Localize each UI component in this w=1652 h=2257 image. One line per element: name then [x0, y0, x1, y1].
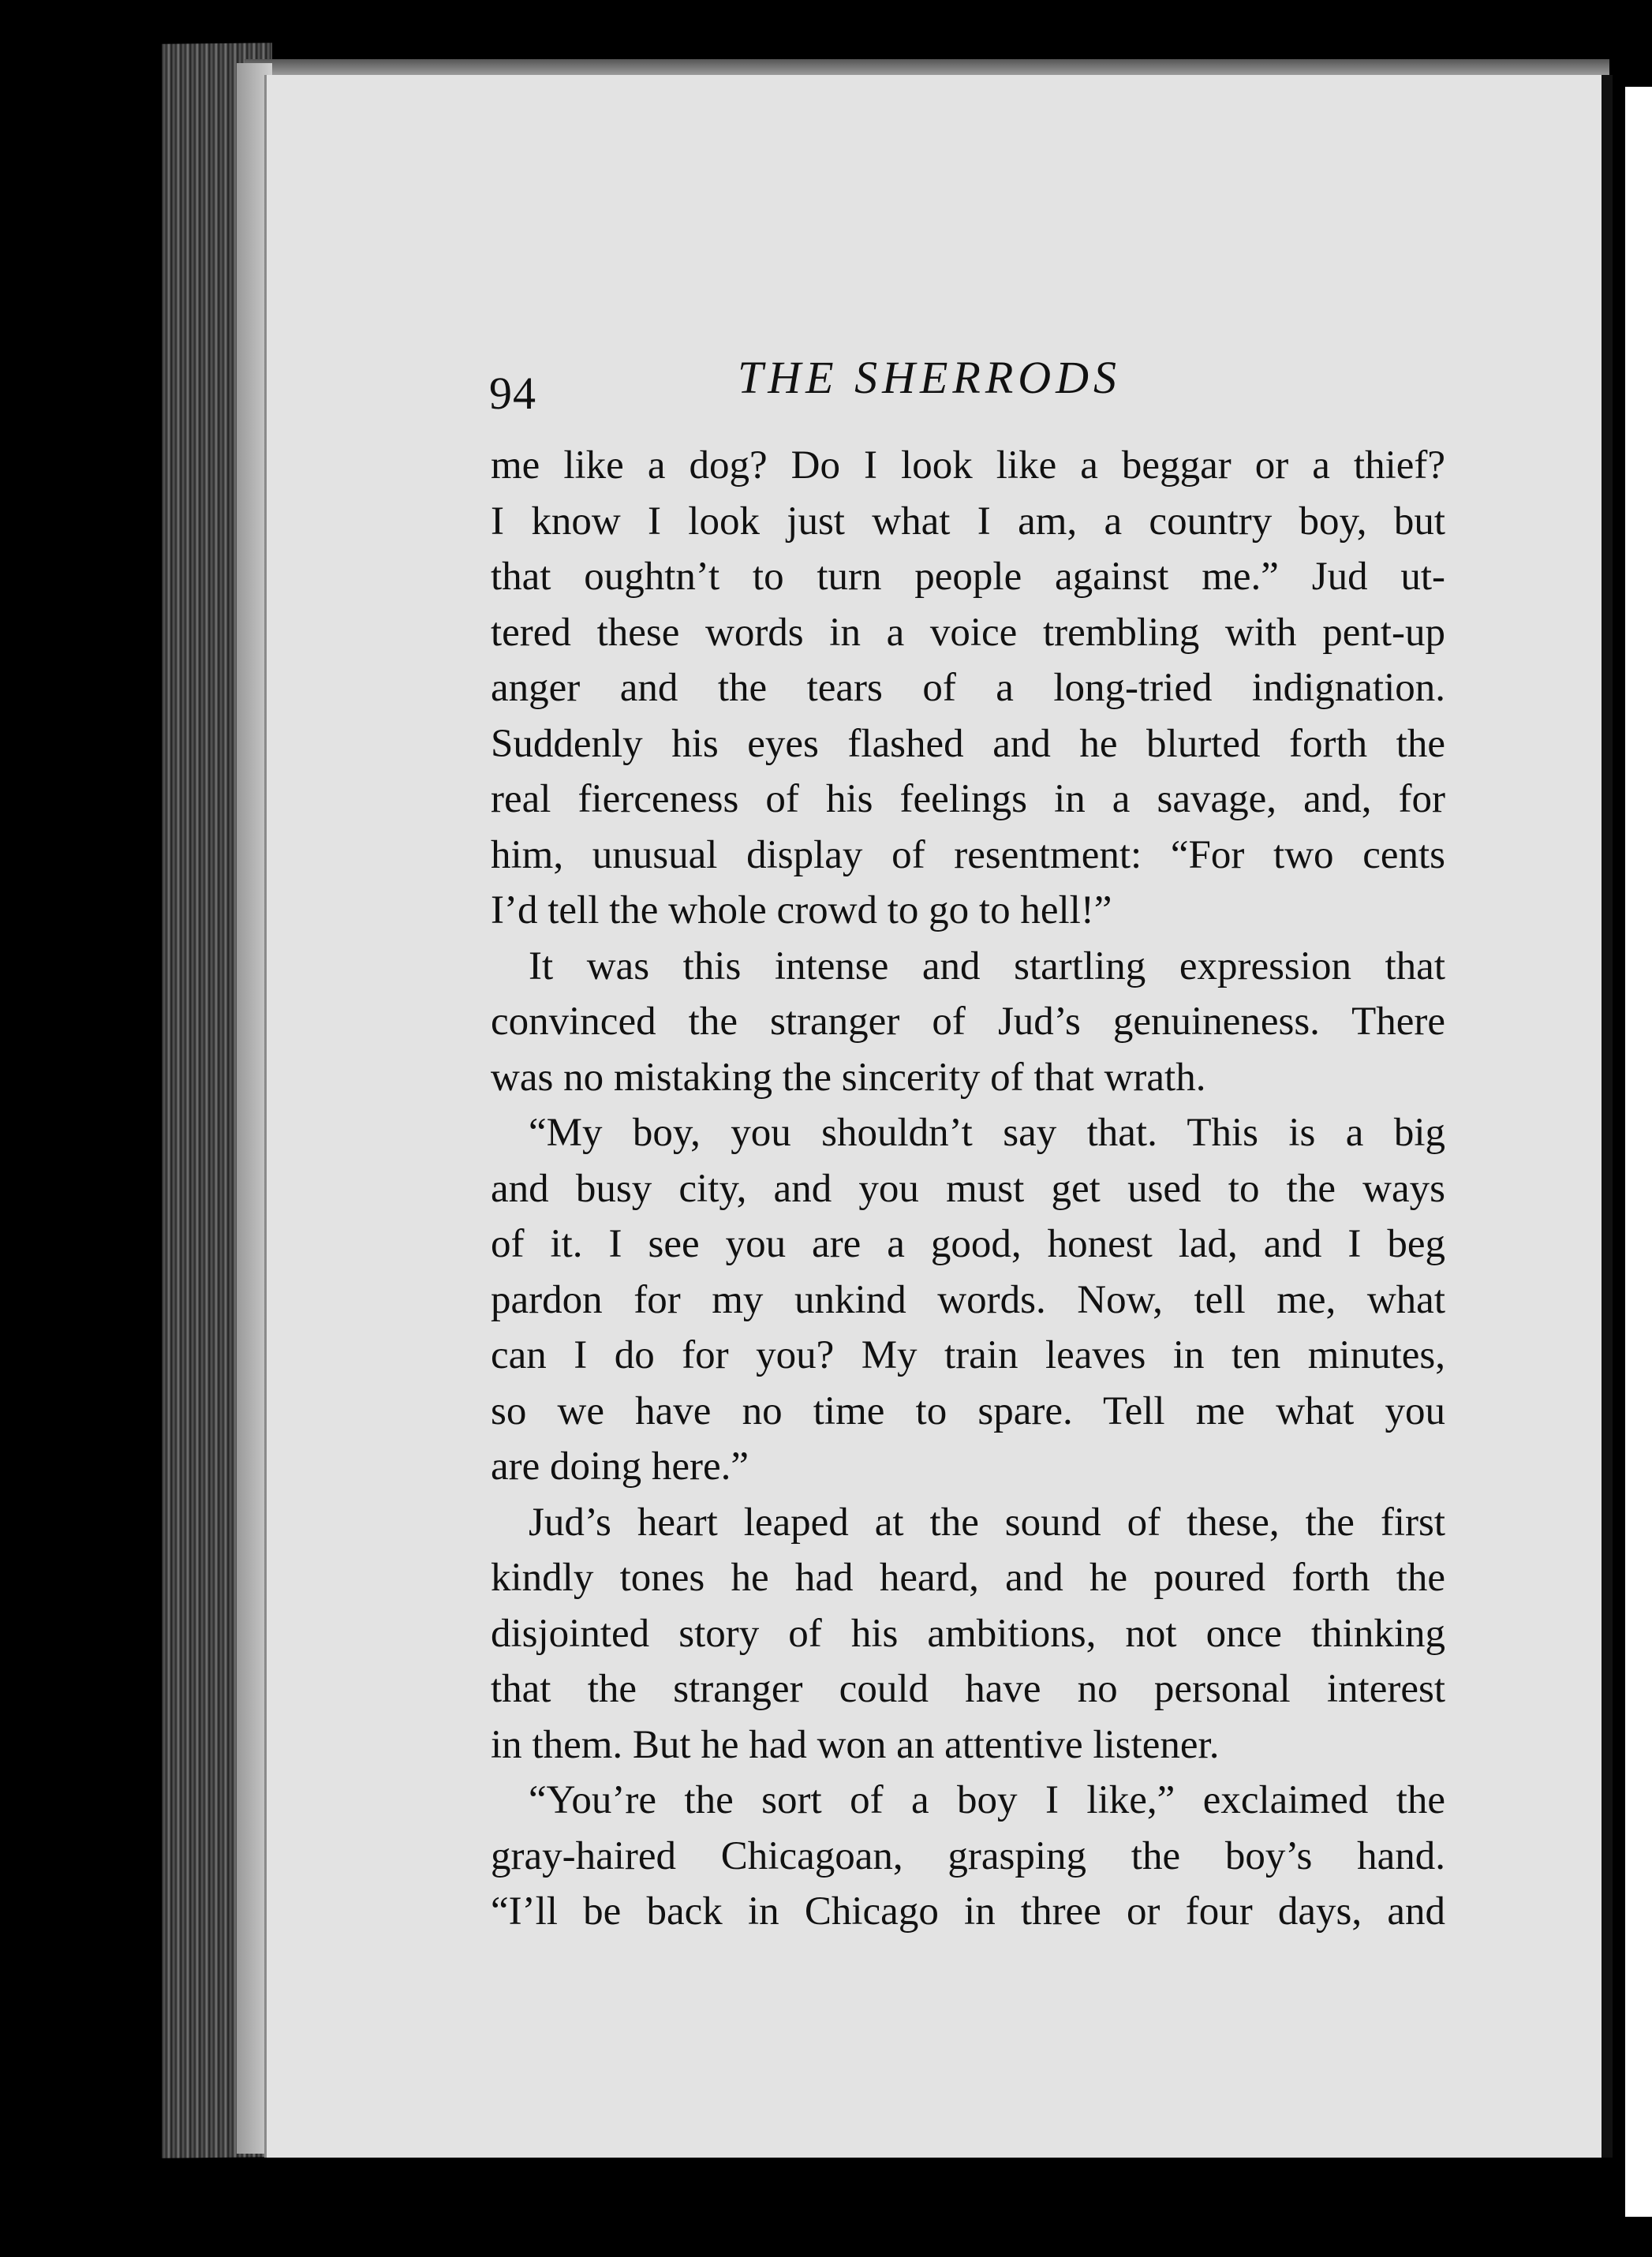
page-number: 94	[489, 368, 536, 419]
text-line: was no mistaking the sincerity of that wrath.	[491, 1055, 1206, 1100]
text-line: can I do for you? My train leaves in ten minutes,	[491, 1333, 1445, 1377]
page-header	[489, 351, 1515, 419]
text-line: disjointed story of his ambitions, not once thinking	[491, 1611, 1445, 1656]
text-line: kindly tones he had heard, and he poured forth the	[491, 1556, 1445, 1600]
text-line: that the stranger could have no personal interest	[491, 1667, 1445, 1711]
text-line: convinced the stranger of Jud’s genuineness. There	[491, 1000, 1445, 1044]
text-line: pardon for my unkind words. Now, tell me, what	[491, 1277, 1445, 1322]
text-line: in them. But he had won an attentive listener.	[491, 1722, 1220, 1767]
text-line: are doing here.”	[491, 1444, 749, 1489]
text-line: Jud’s heart leaped at the sound of these, the first	[529, 1500, 1445, 1545]
text-line: of it. I see you are a good, honest lad, and I beg	[491, 1222, 1445, 1266]
text-line: anger and the tears of a long-tried indignation.	[491, 666, 1445, 710]
text-line: I’d tell the whole crowd to go to hell!”	[491, 888, 1112, 932]
text-line: gray-haired Chicagoan, grasping the boy’s hand.	[491, 1833, 1445, 1878]
text-line: and busy city, and you must get used to the ways	[491, 1166, 1445, 1211]
facing-page-strip	[1625, 87, 1652, 2217]
running-title: THE SHERRODS	[738, 352, 1122, 403]
body-text	[491, 438, 1445, 1940]
text-line: “You’re the sort of a boy I like,” exclaimed the	[529, 1778, 1445, 1822]
text-line: real fierceness of his feelings in a savage, and, for	[491, 777, 1445, 821]
text-line: him, unusual display of resentment: “For two cents	[491, 832, 1445, 877]
text-line: me like a dog? Do I look like a beggar or a thief?	[491, 443, 1445, 488]
text-line: “I’ll be back in Chicago in three or four days, and	[491, 1889, 1445, 1934]
page-right-edge	[1602, 75, 1613, 2158]
text-line: It was this intense and startling expression that	[529, 944, 1445, 988]
text-line: so we have no time to spare. Tell me what you	[491, 1388, 1445, 1433]
text-line: Suddenly his eyes flashed and he blurted forth the	[491, 721, 1445, 766]
text-line: I know I look just what I am, a country boy, but	[491, 499, 1445, 544]
text-line: that oughtn’t to turn people against me.” Jud ut-	[491, 555, 1445, 599]
text-line: “My boy, you shouldn’t say that. This is a big	[529, 1111, 1445, 1155]
text-line: tered these words in a voice trembling with pent-up	[491, 610, 1445, 655]
